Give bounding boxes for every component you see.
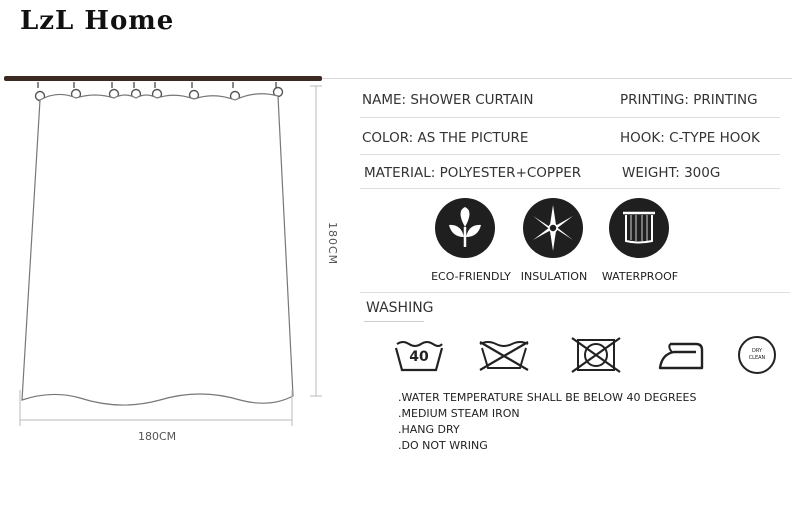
height-label: 180CM: [326, 222, 339, 266]
spec-material: MATERIAL: POLYESTER+COPPER: [364, 165, 582, 181]
hook-icon: [274, 82, 283, 97]
snowflake-icon: [522, 197, 584, 259]
spec-printing: PRINTING: PRINTING: [620, 92, 758, 108]
iron-icon: [656, 338, 708, 372]
wash-40-icon: [394, 340, 444, 372]
hook-icon: [231, 82, 240, 101]
brand-logo: LzL Home: [20, 6, 175, 36]
curtain-illustration: [0, 78, 340, 438]
leaf-icon: [434, 197, 496, 259]
divider: [360, 188, 780, 189]
care-note: .DO NOT WRING: [398, 439, 488, 452]
height-dimension-line: [310, 86, 322, 396]
feature-label-waterproof: WATERPROOF: [601, 270, 679, 283]
feature-label-eco: ECO-FRIENDLY: [431, 270, 511, 283]
dry-clean-text-1: DRY: [751, 348, 763, 354]
care-note: .WATER TEMPERATURE SHALL BE BELOW 40 DEGREES: [398, 391, 697, 404]
no-bleach-icon: [476, 338, 532, 372]
washing-title: WASHING: [366, 300, 434, 316]
width-label: 180CM: [138, 430, 177, 443]
washing-underline: [364, 321, 424, 322]
curtain-icon: [608, 197, 670, 259]
care-note: .MEDIUM STEAM IRON: [398, 407, 520, 420]
spec-name: NAME: SHOWER CURTAIN: [362, 92, 534, 108]
dry-clean-text-2: CLEAN: [748, 355, 766, 361]
spec-weight: WEIGHT: 300G: [622, 165, 721, 181]
wash-temp-value: 40: [409, 349, 429, 365]
no-tumble-dry-icon: [570, 336, 622, 374]
feature-label-insulation: INSULATION: [520, 270, 588, 283]
hook-icon: [72, 82, 81, 99]
hook-icon: [36, 82, 45, 101]
curtain-outline: [22, 94, 293, 405]
divider: [360, 117, 780, 118]
dry-clean-icon: [738, 336, 776, 374]
care-note: .HANG DRY: [398, 423, 460, 436]
divider: [360, 154, 780, 155]
hook-icon: [190, 82, 199, 100]
top-divider: [322, 78, 792, 79]
spec-hook: HOOK: C-TYPE HOOK: [620, 130, 760, 146]
spec-color: COLOR: AS THE PICTURE: [362, 130, 529, 146]
divider: [360, 292, 790, 293]
